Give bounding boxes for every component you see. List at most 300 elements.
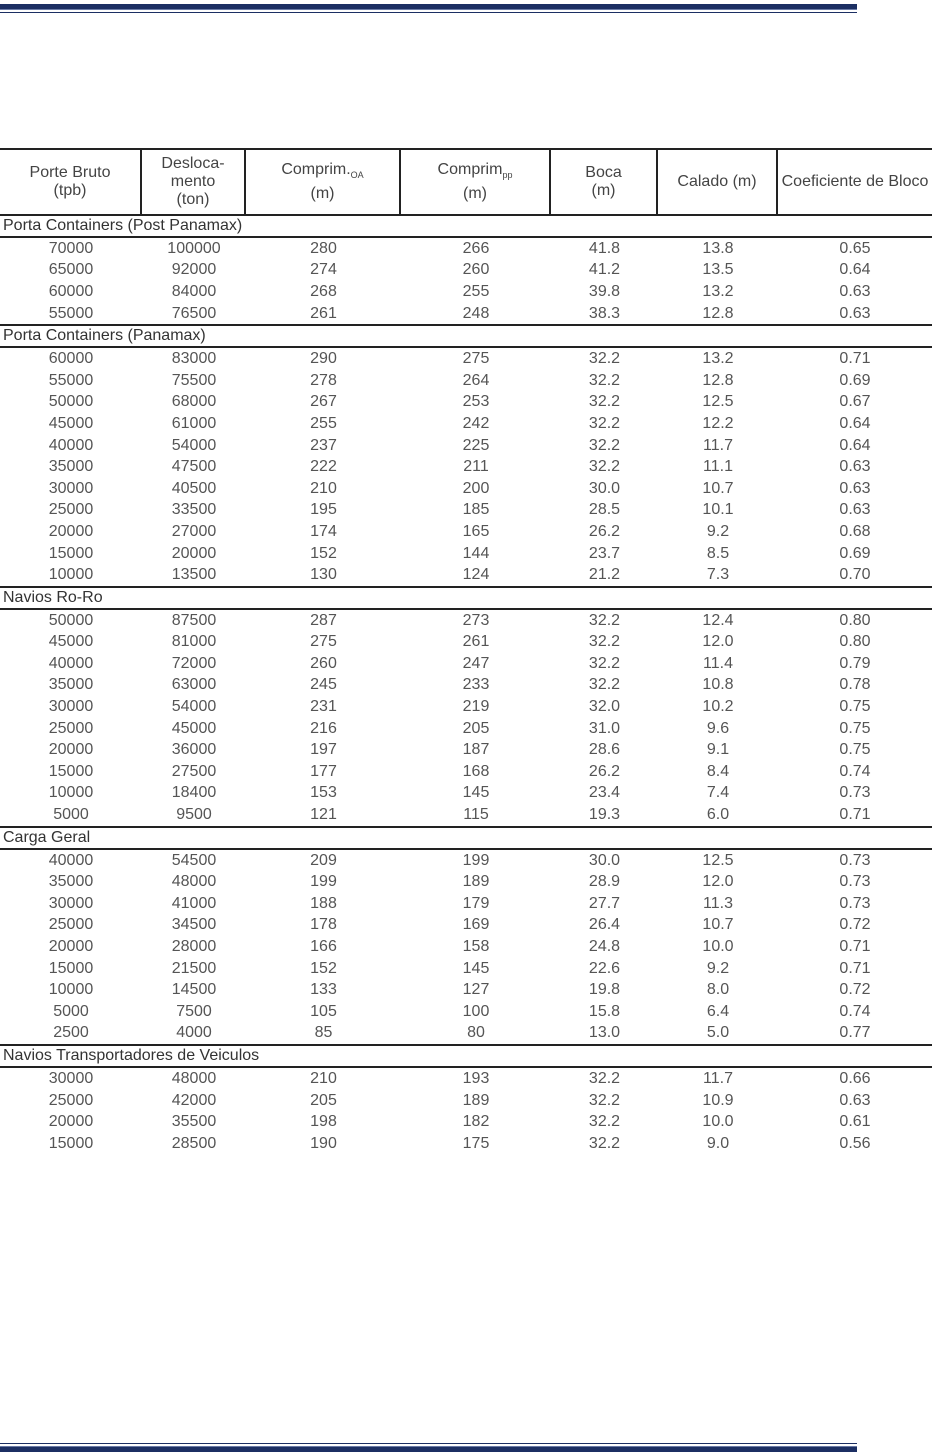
table-cell: 0.80 [839,633,871,651]
table-cell: 268 [310,282,337,300]
table-cell: 0.71 [839,938,871,956]
table-cell: 10.0 [702,1113,734,1131]
table-cell: 81000 [171,633,217,651]
table-cell: 211 [463,458,489,476]
table-cell: 28.6 [588,741,621,759]
table-cell: 32.2 [588,1134,621,1152]
table-cell: 0.75 [839,719,871,737]
table-cell: 25000 [48,719,94,737]
table-cell: 26.4 [588,916,621,934]
table-cell: 0.74 [839,762,871,780]
table-cell: 193 [462,1069,490,1087]
header-comprim-oa [246,150,401,214]
table-cell: 36000 [171,741,217,759]
table-cell: 205 [462,719,490,737]
table-cell: 13.5 [702,261,734,279]
table-cell: 87500 [171,611,217,629]
table-cell: 41.2 [588,261,621,279]
table-cell: 7.4 [706,784,730,802]
table-row [0,610,932,632]
table-row [0,739,932,761]
table-cell: 121 [310,806,337,824]
table-cell: 72000 [171,654,217,672]
table-row [0,478,932,500]
table-cell: 225 [462,436,490,454]
table-cell: 20000 [48,522,94,540]
table-cell: 0.67 [839,393,871,411]
table-row [0,761,932,783]
table-cell: 200 [462,479,490,497]
table-cell: 222 [310,458,337,476]
table-cell: 35500 [171,1113,217,1131]
table-cell: 47500 [171,458,217,476]
table-cell: 0.73 [839,784,871,802]
table-cell: 189 [462,873,490,891]
table-cell: 216 [310,719,337,737]
table-cell: 12.2 [702,414,734,432]
table-cell: 13.2 [702,282,734,300]
table-cell: 0.63 [839,501,871,519]
table-cell: 247 [462,654,490,672]
header-comprim-pp-sub: pp [502,170,513,181]
table-cell: 35000 [48,676,94,694]
table-cell: 210 [310,479,337,497]
table-cell: 179 [462,894,490,912]
table-cell: 68000 [171,393,217,411]
table-cell: 130 [310,566,337,584]
section-body [0,238,932,326]
table-cell: 12.4 [702,611,734,629]
section-body [0,850,932,1046]
table-cell: 2500 [53,1024,89,1042]
table-cell: 34500 [171,916,217,934]
table-cell: 144 [462,544,490,562]
table-cell: 266 [462,239,490,257]
table-cell: 20000 [48,741,94,759]
table-cell: 40000 [48,654,94,672]
section-body [0,348,932,588]
table-row [0,348,932,370]
table-cell: 168 [462,762,490,780]
table-cell: 0.71 [839,806,871,824]
table-cell: 30000 [48,894,94,912]
table-cell: 40000 [48,851,94,869]
table-cell: 32.2 [588,654,621,672]
table-cell: 10000 [48,784,94,802]
table-cell: 175 [462,1134,490,1152]
table-cell: 32.2 [588,1069,621,1087]
table-cell: 35000 [48,458,94,476]
table-cell: 133 [310,981,337,999]
table-cell: 30000 [48,479,94,497]
header-coeficiente: Coeficiente de Bloco [781,173,929,190]
table-cell: 22.6 [588,959,621,977]
table-cell: 54000 [171,698,217,716]
table-cell: 0.73 [839,894,871,912]
table-cell: 0.77 [839,1024,871,1042]
header-comprim-pp-label: Comprim [437,161,503,179]
table-cell: 28.9 [588,873,621,891]
table-cell: 0.80 [839,611,871,629]
table-cell: 187 [462,741,490,759]
table-cell: 26.2 [588,762,621,780]
table-cell: 21500 [171,959,217,977]
table-cell: 152 [310,959,337,977]
table-row [0,958,932,980]
table-cell: 280 [310,239,337,257]
table-cell: 0.79 [839,654,871,672]
table-cell: 32.2 [588,1091,621,1109]
table-row [0,392,932,414]
table-cell: 45000 [48,633,94,651]
table-cell: 76500 [171,304,217,322]
table-cell: 50000 [48,611,94,629]
table-cell: 0.61 [839,1113,871,1131]
table-cell: 80 [467,1024,485,1042]
table-cell: 260 [310,654,337,672]
table-cell: 27.7 [588,894,621,912]
table-cell: 12.8 [702,304,734,322]
top-rule [0,4,857,10]
table-row [0,696,932,718]
table-cell: 48000 [171,1069,217,1087]
table-cell: 9.6 [706,719,730,737]
table-cell: 63000 [171,676,217,694]
table-cell: 83000 [171,350,217,368]
header-calado: Calado (m) [658,150,778,214]
table-row [0,281,932,303]
table-cell: 25000 [48,501,94,519]
table-cell: 10.1 [702,501,734,519]
table-cell: 26.2 [588,522,621,540]
table-row [0,456,932,478]
table-cell: 32.2 [588,414,621,432]
table-cell: 35000 [48,873,94,891]
table-row [0,521,932,543]
table-cell: 45000 [171,719,217,737]
table-cell: 32.2 [588,436,621,454]
table-cell: 10.2 [702,698,734,716]
table-cell: 0.66 [839,1069,871,1087]
table-cell: 275 [462,350,490,368]
table-cell: 9.2 [706,522,730,540]
table-cell: 31.0 [588,719,621,737]
table-cell: 231 [310,698,337,716]
table-cell: 18400 [171,784,217,802]
table-cell: 0.73 [839,851,871,869]
table-cell: 61000 [171,414,217,432]
table-cell: 0.65 [839,239,871,257]
table-cell: 60000 [48,350,94,368]
table-cell: 45000 [48,414,94,432]
table-cell: 199 [310,873,337,891]
table-cell: 8.5 [706,544,730,562]
table-row [0,936,932,958]
table-cell: 287 [310,611,337,629]
table-cell: 166 [310,938,337,956]
table-cell: 0.78 [839,676,871,694]
table-cell: 9.0 [706,1134,730,1152]
table-cell: 253 [462,393,490,411]
table-cell: 152 [310,544,337,562]
table-cell: 32.2 [588,350,621,368]
table-cell: 50000 [48,393,94,411]
table-cell: 10.9 [702,1091,734,1109]
header-comprim-oa-label: Comprim. [281,161,351,179]
table-row [0,1090,932,1112]
table-cell: 25000 [48,1091,94,1109]
table-row [0,370,932,392]
table-cell: 11.7 [703,436,733,454]
table-cell: 11.1 [703,458,733,476]
table-cell: 12.5 [702,393,734,411]
table-cell: 9.1 [706,741,730,759]
table-row [0,804,932,826]
table-cell: 0.72 [839,916,871,934]
table-cell: 92000 [171,261,217,279]
table-cell: 169 [462,916,490,934]
table-cell: 260 [462,261,490,279]
table-cell: 0.63 [839,282,871,300]
table-cell: 48000 [171,873,217,891]
table-cell: 290 [310,350,337,368]
table-cell: 13500 [171,566,217,584]
table-row [0,1001,932,1023]
table-cell: 264 [462,371,490,389]
table-cell: 0.68 [839,522,871,540]
table-cell: 30000 [48,1069,94,1087]
table-cell: 0.63 [839,304,871,322]
table-cell: 55000 [48,304,94,322]
table-cell: 219 [462,698,490,716]
table-cell: 41000 [171,894,217,912]
header-porte-bruto: Porte Bruto (tpb) [0,150,142,214]
table-cell: 105 [310,1002,337,1020]
table-cell: 8.4 [706,762,730,780]
table-row [0,500,932,522]
table-cell: 0.69 [839,544,871,562]
table-cell: 40500 [171,479,217,497]
table-cell: 75500 [171,371,217,389]
table-cell: 84000 [171,282,217,300]
table-cell: 198 [310,1113,337,1131]
table-cell: 12.0 [702,633,734,651]
table-cell: 39.8 [588,282,621,300]
table-cell: 6.4 [706,1002,730,1020]
table-cell: 115 [463,806,489,824]
ship-dimensions-table [0,148,932,1155]
table-cell: 195 [310,501,337,519]
table-cell: 10000 [48,981,94,999]
table-cell: 174 [310,522,337,540]
table-row [0,893,932,915]
section-title: Navios Transportadores de Veiculos [0,1046,932,1068]
table-cell: 28500 [171,1134,217,1152]
table-cell: 41.8 [588,239,621,257]
table-cell: 13.8 [702,239,734,257]
table-cell: 0.75 [839,698,871,716]
table-cell: 32.2 [588,1113,621,1131]
table-cell: 7.3 [706,566,730,584]
table-cell: 24.8 [588,938,621,956]
table-cell: 32.2 [588,633,621,651]
table-cell: 158 [462,938,490,956]
table-cell: 5.0 [706,1024,730,1042]
table-row [0,979,932,1001]
table-cell: 15000 [48,762,94,780]
table-cell: 127 [462,981,490,999]
table-row [0,260,932,282]
table-cell: 28000 [171,938,217,956]
table-cell: 165 [462,522,490,540]
table-cell: 0.63 [839,458,871,476]
table-cell: 13.2 [702,350,734,368]
table-cell: 32.2 [588,371,621,389]
table-cell: 0.64 [839,414,871,432]
table-cell: 30.0 [588,479,621,497]
table-cell: 274 [310,261,337,279]
table-cell: 153 [310,784,337,802]
table-cell: 188 [310,894,337,912]
table-cell: 190 [310,1134,337,1152]
table-cell: 8.0 [706,981,730,999]
table-cell: 19.3 [588,806,621,824]
table-cell: 32.2 [588,611,621,629]
header-comprim-oa-sub: OA [350,170,364,181]
table-cell: 145 [462,959,490,977]
section-title: Porta Containers (Panamax) [0,326,932,348]
table-cell: 15000 [48,1134,94,1152]
table-cell: 0.70 [839,566,871,584]
table-cell: 11.3 [703,894,733,912]
table-cell: 0.63 [839,1091,871,1109]
table-cell: 205 [310,1091,337,1109]
table-cell: 100000 [167,239,221,257]
table-row [0,675,932,697]
table-row [0,303,932,325]
table-cell: 0.73 [839,873,871,891]
table-cell: 0.64 [839,261,871,279]
header-comprim-pp-unit: (m) [463,184,487,202]
table-cell: 0.72 [839,981,871,999]
table-cell: 145 [462,784,490,802]
table-header [0,148,932,216]
table-cell: 273 [462,611,490,629]
table-cell: 0.63 [839,479,871,497]
table-cell: 28.5 [588,501,621,519]
table-cell: 0.71 [839,350,871,368]
table-cell: 177 [310,762,337,780]
header-boca: Boca (m) [551,150,658,214]
table-cell: 275 [310,633,337,651]
table-cell: 65000 [48,261,94,279]
table-cell: 233 [462,676,490,694]
table-cell: 267 [310,393,337,411]
table-cell: 20000 [48,938,94,956]
table-cell: 21.2 [588,566,621,584]
table-row [0,435,932,457]
table-row [0,915,932,937]
table-cell: 27000 [171,522,217,540]
bottom-rule [0,1446,857,1452]
table-cell: 10.0 [702,938,734,956]
table-cell: 5000 [53,1002,89,1020]
table-cell: 10000 [48,566,94,584]
table-cell: 237 [310,436,337,454]
table-cell: 60000 [48,282,94,300]
table-cell: 5000 [53,806,89,824]
table-cell: 0.71 [839,959,871,977]
table-row [0,871,932,893]
table-row [0,850,932,872]
section-title: Carga Geral [0,828,932,850]
table-cell: 124 [462,566,490,584]
table-cell: 10.7 [702,916,734,934]
table-cell: 23.4 [588,784,621,802]
table-cell: 0.64 [839,436,871,454]
table-cell: 4000 [176,1024,212,1042]
table-cell: 199 [462,851,490,869]
table-cell: 261 [462,633,490,651]
table-row [0,1133,932,1155]
table-cell: 32.2 [588,393,621,411]
table-cell: 12.5 [702,851,734,869]
table-cell: 100 [462,1002,490,1020]
table-cell: 11.7 [703,1069,733,1087]
table-row [0,653,932,675]
table-cell: 0.69 [839,371,871,389]
table-cell: 189 [462,1091,490,1109]
table-cell: 19.8 [588,981,621,999]
header-comprim-pp [401,150,551,214]
table-cell: 6.0 [706,806,730,824]
section-body [0,610,932,828]
table-cell: 182 [462,1113,490,1131]
table-cell: 30000 [48,698,94,716]
table-cell: 209 [310,851,337,869]
table-cell: 32.0 [588,698,621,716]
header-comprim-oa-unit: (m) [310,184,335,202]
table-cell: 9.2 [706,959,730,977]
table-row [0,1023,932,1045]
section-title: Navios Ro-Ro [0,588,932,610]
table-cell: 32.2 [588,458,621,476]
table-cell: 38.3 [588,304,621,322]
table-cell: 54500 [171,851,217,869]
table-cell: 0.56 [839,1134,871,1152]
table-cell: 261 [310,304,337,322]
table-cell: 70000 [48,239,94,257]
table-cell: 255 [310,414,337,432]
table-cell: 54000 [171,436,217,454]
table-row [0,718,932,740]
table-row [0,632,932,654]
table-row [0,1068,932,1090]
table-cell: 0.74 [839,1002,871,1020]
table-cell: 20000 [48,1113,94,1131]
table-cell: 13.0 [588,1024,621,1042]
table-cell: 10.7 [702,479,734,497]
table-cell: 20000 [171,544,217,562]
table-cell: 40000 [48,436,94,454]
table-cell: 42000 [171,1091,217,1109]
table-row [0,543,932,565]
table-cell: 15000 [48,544,94,562]
table-cell: 210 [310,1069,337,1087]
table-cell: 0.75 [839,741,871,759]
table-sections [0,216,932,1155]
section-title: Porta Containers (Post Panamax) [0,216,932,238]
